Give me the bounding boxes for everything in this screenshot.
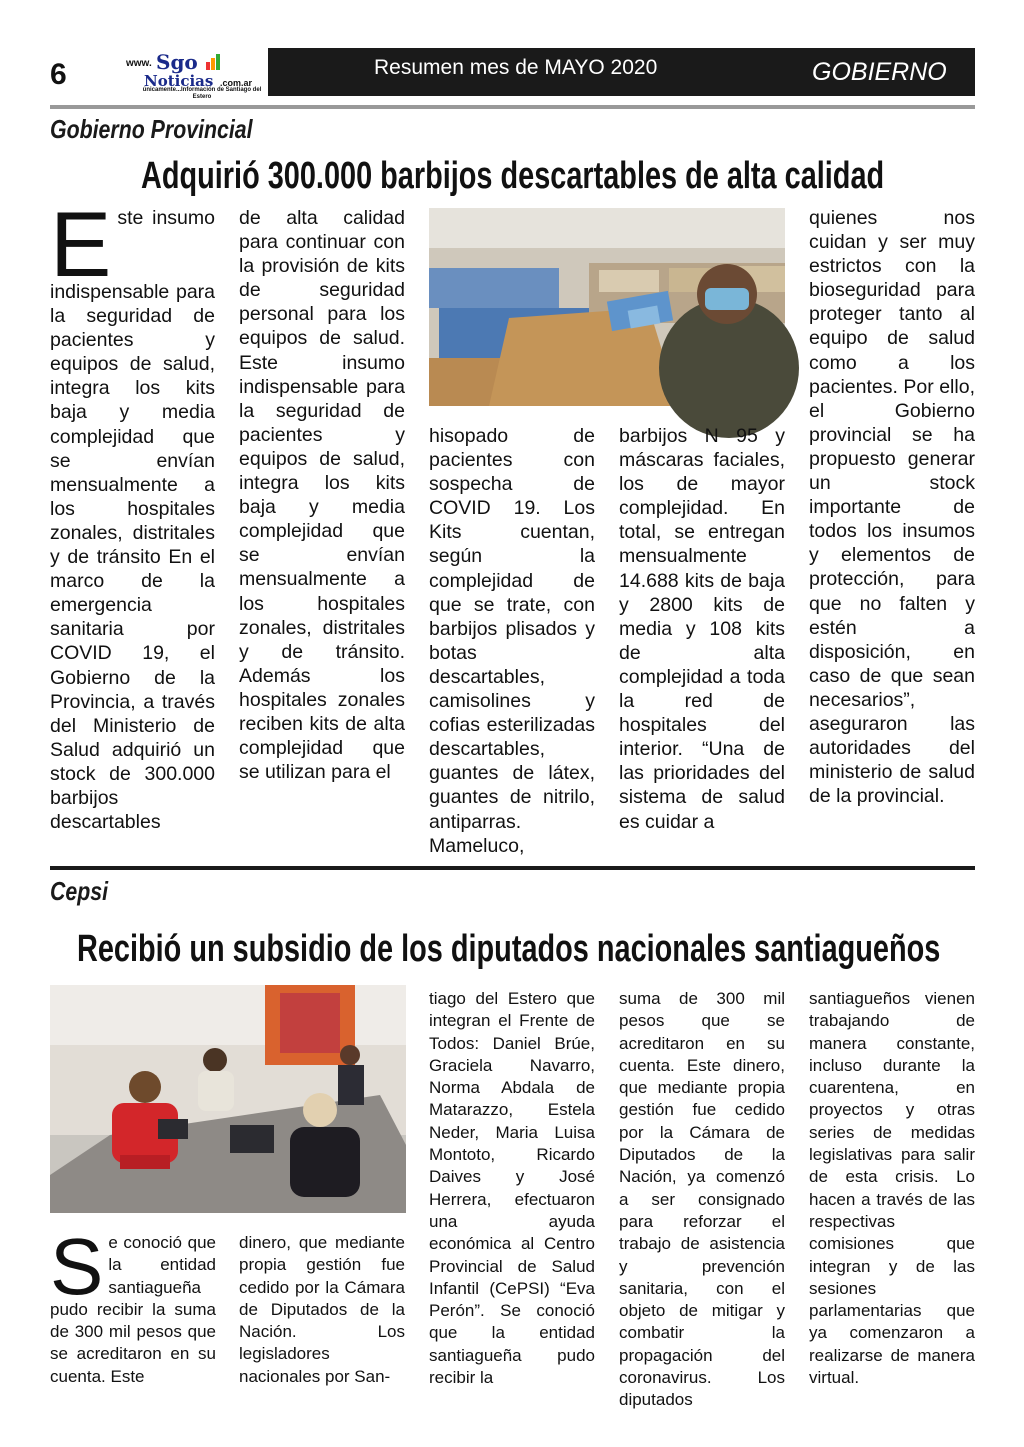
article-divider <box>50 866 975 870</box>
article1-column-1 <box>50 194 215 858</box>
logo-tagline: únicamente...Información de Santiago del Estero <box>142 87 262 100</box>
issue-month: Resumen mes de MAYO 2020 <box>374 56 658 79</box>
article1-column-5: quienes nos cuidan y ser muy estrictos con la bioseguridad para proteger tanto al equipo de salud como a los pacientes. Por ello, el Gobierno provincial se ha propuesto generar un stock importante de todos los insumos y elementos de protección, para que no falten y estén a disposición, en caso de que sean necesarios”, aseguraron las autoridades del ministerio de salud de la provincial. <box>809 207 975 808</box>
article2-col1-text: e conoció que la entidad santiagueña pudo recibir la suma de 300 mil pesos que se acreditaron en su cuenta. Este <box>50 1233 216 1386</box>
article2-column-2: dinero, que mediante propia gestión fue cedido por la Cámara de Diputados de la Nación. Los legisladores nacionales por San- <box>239 1233 405 1386</box>
man-with-masks-photo <box>429 208 785 406</box>
legislators-meeting-photo <box>50 985 406 1213</box>
article1-column-2: de alta calidad para continuar con la provisión de kits de seguridad personal para los equipos de salud. Este insumo indispensable para la seguridad de pacientes y equipos de salud, integra los kits baja y media complejidad que se envían mensualmente a los hospitales zonales, distritales y de tránsito. Además los hospitales zonales reciben kits de alta complejidad que se utilizan para el <box>239 207 405 784</box>
article2-dropcap: S <box>50 1222 104 1311</box>
article2-column-3: tiago del Estero que integran el Frente de Todos: Daniel Brúe, Graciela Navarro, Norma Abdala de Matarazzo, Estela Neder, Maria Luisa Montoto, Ricardo Daives y José Herrera, efectuaron una ayuda económica al Centro Provincial de Salud Infantil (CePSI) “Eva Perón”. Se conoció que la entidad santiagueña pudo recibir la <box>429 989 595 1388</box>
logo-suffix: .com.ar <box>220 78 253 88</box>
logo-noticias: Noticias <box>144 72 214 90</box>
logo-www: www. <box>126 58 152 69</box>
logo-sgo: Sgo <box>156 50 198 74</box>
section-name: GOBIERNO <box>812 58 947 86</box>
article2-column-4: suma de 300 mil pesos que se acreditaron en su cuenta. Este dinero, que mediante propia gestión fue cedido por la Cámara de Diputados de la Nación, ya comenzó a ser consignado para reforzar el trabajo de asistencia y prevención sanitaria, con el objeto de mitigar y combatir la propagación del coronavirus. Los diputados <box>619 989 785 1410</box>
article1-headline: Adquirió 300.000 barbijos descartables de alta calidad <box>141 155 885 197</box>
article1-photo <box>429 208 785 406</box>
article2-photo <box>50 985 406 1213</box>
article1-column-4: barbijos N 95 y máscaras faciales, los de mayor complejidad. En total, se entregan mensualmente 14.688 kits de baja y 2800 kits de media y 108 kits de alta complejidad a toda la red de hospitales del interior. “Una de las prioridades del sistema de salud es cuidar a <box>619 425 785 833</box>
signal-bars-icon <box>206 52 221 70</box>
article2-headline: Recibió un subsidio de los diputados nacionales santiagueños <box>77 928 941 970</box>
article1-dropcap: E <box>50 194 112 296</box>
page-number: 6 <box>50 58 67 91</box>
site-logo[interactable] <box>120 50 270 100</box>
header-divider <box>50 105 975 109</box>
article1-column-3: hisopado de pacientes con sospecha de COVID 19. Los Kits cuentan, según la complejidad de que se trate, con barbijos plisados y botas descartables, camisolines y cofias esterilizadas descartables, guantes de látex, guantes de nitrilo, antiparras. Mameluco, <box>429 425 595 857</box>
article1-col1-text: ste insumo indispensable para la seguridad de pacientes y equipos de salud, integra los kits baja y media complejidad que se envían mensualmente a los hospitales zonales, distritales y de tránsito En el marco de la emergencia sanitaria por COVID 19, el Gobierno de la Provincia, a través del Ministerio de Salud adquirió un stock de 300.000 barbijos descartables <box>50 207 215 834</box>
article2-section-label: Cepsi <box>50 876 109 906</box>
article2-column-1 <box>50 1222 216 1392</box>
article2-column-5: santiagueños vienen trabajando de manera constante, incluso durante la cuarentena, en proyectos y otras series de medidas legislativas para salir de esta crisis. Lo hacen a través de las respectivas comisiones que integran y de las sesiones parlamentarias que ya comenzaron a realizarse de manera virtual. <box>809 989 975 1388</box>
article1-section-label: Gobierno Provincial <box>50 114 253 144</box>
